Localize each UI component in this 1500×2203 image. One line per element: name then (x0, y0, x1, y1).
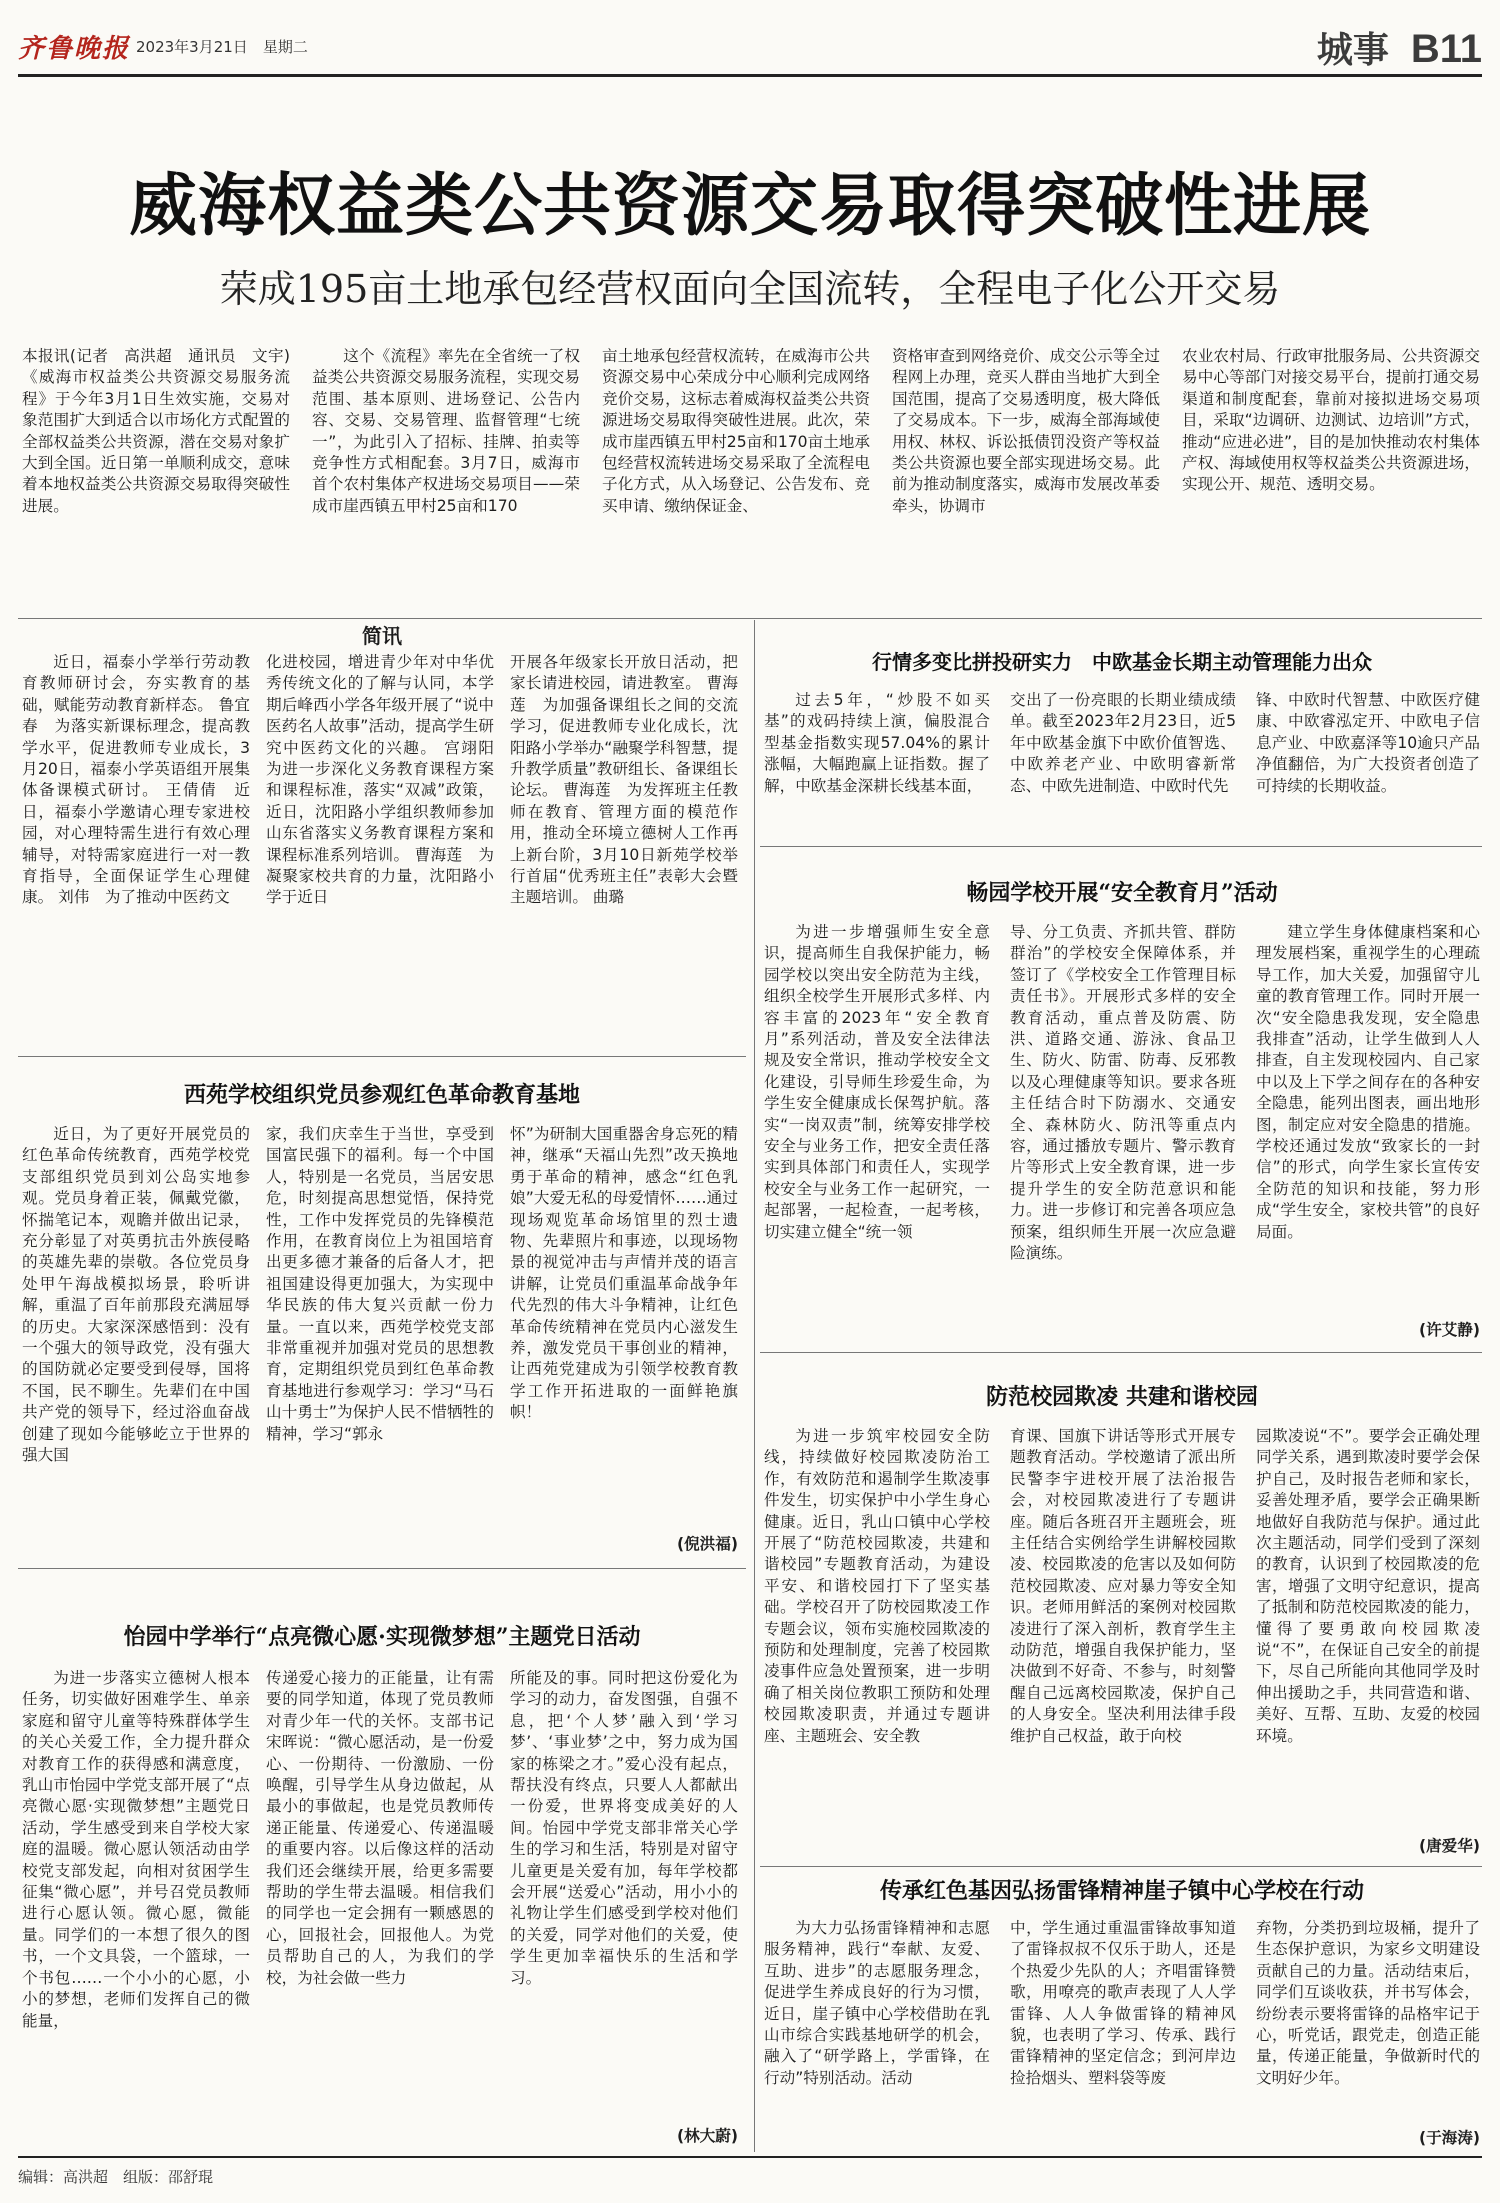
divider-changyuan (760, 1352, 1482, 1353)
briefs-col-2: 化进校园，增进青少年对中华优秀传统文化的了解与认同，本学期后峰西小学各年级开展了“说中医药名人故事”活动，提高学生研究中医药文化的兴趣。 宫翊阳 为进一步深化义务教育课程方案和课程标准，落实“双减”政策，近日，沈阳路小学组织教师参加山东省落实义务教育课程方案和课程标准系列培训。 曹海莲 为凝聚家校共育的力量，沈阳路小学于近日 (266, 653, 510, 907)
leifeng-col-2: 中，学生通过重温雷锋故事知道了雷锋叔叔不仅乐于助人，还是个热爱少先队的人；齐唱雷锋赞歌，用嘹亮的歌声表现了人人学雷锋、人人争做雷锋的精神风貌，也表明了学习、传承、践行雷锋精神的坚定信念；到河岸边捡拾烟头、塑料袋等废 (1010, 1919, 1236, 2087)
lead-col-3: 亩土地承包经营权流转，在威海市公共资源交易中心荣成分中心顺利完成网络竞价交易，这标志着威海权益类公共资源进场交易取得突破性进展。此次，荣成市崖西镇五甲村25亩和170亩土地承包经营权流转进场交易采取了全流程电子化方式，从入场登记、公告发布、竞买申请、缴纳保证金、 (602, 347, 870, 515)
xiyuan-title: 西苑学校组织党员参观红色革命教育基地 (183, 1082, 580, 1108)
fund-col-1: 过去5年，“炒股不如买基”的戏码持续上演，偏股混合型基金指数实现57.04%的累计涨幅，大幅跑赢上证指数。握了解，中欧基金深耕长线基本面， (764, 691, 990, 795)
yiyuan-col-2: 传递爱心接力的正能量，让有需要的同学知道，体现了党员教师对青少年一代的关怀。支部书记宋晖说：“微心愿活动，是一份爱心、一份期待、一份激励、一份唤醒，引导学生从身边做起，从最小的事做起，也是党员教师传递正能量、传递爱心、传递温暖的重要内容。以后像这样的活动我们还会继续开展，给更多需要帮助的学生带去温暖。相信我们的同学也一定会拥有一颗感恩的心，回报社会，回报他人。为党员帮助自己的人，为我们的学校，为社会做一些力 (266, 1669, 494, 1987)
changyuan-author: (许艾静) (1418, 1321, 1480, 1339)
fund-title: 行情多变比拼投研实力 中欧基金长期主动管理能力出众 (872, 650, 1372, 674)
divider-bully (760, 1866, 1482, 1867)
newspaper-logo: 齐鲁晚报 (18, 34, 131, 64)
briefs-col-3: 开展各年级家长开放日活动，把家长请进校园，请进教室。 曹海莲 为加强备课组长之间的交流学习，促进教师专业化成长，沈阳路小学举办“融聚学科智慧，提升教学质量”教研组长、备课组长论坛。 曹海莲 为发挥班主任教师在教育、管理方面的模范作用，推动全环境立德树人工作再上新台阶，3月10日新苑学校举行首届“优秀班主任”表彰大会暨主题培训。 曲璐 (510, 653, 738, 907)
top-rule (18, 74, 1482, 77)
leifeng-author: (于海涛) (1418, 2129, 1480, 2147)
lead-col-4: 资格审查到网络竞价、成交公示等全过程网上办理，竞买人群由当地扩大到全国范围，提高了交易透明度，极大降低了交易成本。下一步，威海全部海域使用权、林权、诉讼抵债罚没资产等权益类公共资源也要全部实现进场交易。此前为推动制度落实，威海市发展改革委牵头，协调市 (892, 347, 1160, 515)
fund-col-2: 交出了一份亮眼的长期业绩成绩单。截至2023年2月23日，近5年中欧基金旗下中欧价值智选、中欧养老产业、中欧明睿新常态、中欧先进制造、中欧时代先 (1010, 691, 1236, 795)
bully-author: (唐爱华) (1418, 1837, 1480, 1855)
briefs-col-1: 近日，福泰小学举行劳动教育教师研讨会，夯实教育的基础，赋能劳动教育新样态。 鲁宜春 为落实新课标理念，提高教学水平，促进教师专业成长，3月20日，福泰小学英语组开展集体备课模式研讨。 王倩倩 近日，福泰小学邀请心理专家进校园，对心理特需生进行有效心理辅导，对特需家庭进行一对一教育指导，全面保证学生心理健康。 刘伟 为了推动中医药文 (22, 653, 250, 907)
leifeng-title: 传承红色基因弘扬雷锋精神崖子镇中心学校在行动 (879, 1878, 1364, 1904)
divider-xiyuan (18, 1568, 746, 1569)
bully-col-3: 园欺凌说“不”。要学会正确处理同学关系，遇到欺凌时要学会保护自己，及时报告老师和家长，妥善处理矛盾，要学会正确果断地做好自我防范与保护。通过此次主题活动，同学们受到了深刻的教育，认识到了校园欺凌的危害，增强了文明守纪意识，提高了抵制和防范校园欺凌的能力，懂得了要勇敢向校园欺凌说“不”，在保证自己安全的前提下，尽自己所能向其他同学及时伸出援助之手，共同营造和谐、美好、互帮、互助、友爱的校园环境。 (1256, 1427, 1480, 1745)
fund-col-3: 锋、中欧时代智慧、中欧医疗健康、中欧睿泓定开、中欧电子信息产业、中欧嘉泽等10逾只产品净值翻倍，为广大投资者创造了可持续的长期收益。 (1256, 691, 1480, 795)
yiyuan-col-1: 为进一步落实立德树人根本任务，切实做好困难学生、单亲家庭和留守儿童等特殊群体学生的关心关爱工作，全力提升群众对教育工作的获得感和满意度，乳山市怡园中学党支部开展了“点亮微心愿·实现微梦想”主题党日活动，学生感受到来自学校大家庭的温暖。微心愿认领活动由学校党支部发起，向相对贫困学生征集“微心愿”，并号召党员教师进行心愿认领。微心愿，微能量。同学们的一本想了很久的图书，一个文具袋，一个篮球，一个书包……一个小小的心愿，小小的梦想，老师们发挥自己的微能量， (22, 1669, 250, 2030)
divider-briefs (18, 1056, 746, 1057)
bully-col-1: 为进一步筑牢校园安全防线，持续做好校园欺凌防治工作，有效防范和遏制学生欺凌事件发生，切实保护中小学生身心健康。近日，乳山口镇中心学校开展了“防范校园欺凌，共建和谐校园”专题教育活动，为建设平安、和谐校园打下了坚实基础。学校召开了防校园欺凌工作专题会议，领布实施校园欺凌的预防和处理制度，完善了校园欺凌事件应急处置预案，进一步明确了相关岗位教职工预防和处理校园欺凌职责，并通过专题讲座、主题班会、安全教 (764, 1427, 990, 1745)
yiyuan-col-3: 所能及的事。同时把这份爱化为学习的动力，奋发图强，自强不息，把‘个人梦’融入到‘学习梦’、‘事业梦’之中，努力成为国家的栋梁之才。”爱心没有起点，帮扶没有终点，只要人人都献出一份爱，世界将变成美好的人间。怡园中学党支部非常关心学生的学习和生活，特别是对留守儿童更是关爱有加，每年学校都会开展“送爱心”活动，用小小的礼物让学生们感受到学校对他们的关爱，同学对他们的关爱，使学生更加幸福快乐的生活和学习。 (510, 1669, 738, 1987)
bottom-rule (18, 2156, 1482, 2158)
leifeng-col-3: 弃物，分类扔到垃圾桶，提升了生态保护意识，为家乡文明建设贡献自己的力量。活动结束后，同学们互谈收获，并书写体会，纷纷表示要将雷锋的品格牢记于心，听党话，跟党走，创造正能量，传递正能量，争做新时代的文明好少年。 (1256, 1919, 1480, 2087)
xiyuan-col-1: 近日，为了更好开展党员的红色革命传统教育，西苑学校党支部组织党员到刘公岛实地参观。党员身着正装，佩戴党徽，怀揣笔记本，观瞻并做出记录，充分彰显了对英勇抗击外族侵略的英雄先辈的崇敬。各位党员身处甲午海战模拟场景，聆听讲解，重温了百年前那段充满屈辱的历史。大家深深感悟到：没有一个强大的领导政党，没有强大的国防就必定要受到侵辱，国将不国，民不聊生。先辈们在中国共产党的领导下，经过浴血奋战创建了现如今能够屹立于世界的强大国 (22, 1125, 250, 1465)
xiyuan-col-3: 怀”为研制大国重器舍身忘死的精神，继承“天福山先烈”改天换地勇于革命的精神，感念“红色乳娘”大爱无私的母爱情怀……通过现场观览革命场馆里的烈士遗物、先辈照片和事迹，以现场物景的视觉冲击与声情并茂的语言讲解，让党员们重温革命战争年代先烈的伟大斗争精神，让红色革命传统精神在党员内心滋发生养，激发党员干事创业的精神，让西苑党建成为引领学校教育教学工作开拓进取的一面鲜艳旗帜！ (510, 1125, 738, 1422)
bully-col-2: 育课、国旗下讲话等形式开展专题教育活动。学校邀请了派出所民警李宇进校开展了法治报告会，对校园欺凌进行了专题讲座。随后各班召开主题班会，班主任结合实例给学生讲解校园欺凌、校园欺凌的危害以及如何防范校园欺凌、应对暴力等安全知识。老师用鲜活的案例对校园欺凌进行了深入剖析，教育学生主动防范，增强自我保护能力，坚决做到不好奇、不参与，时刻警醒自己远离校园欺凌，保护自己的人身安全。坚决利用法律手段维护自己权益，敢于向校 (1010, 1427, 1236, 1745)
lead-subhead: 荣成195亩土地承包经营权面向全国流转，全程电子化公开交易 (219, 267, 1281, 311)
xiyuan-col-2: 家，我们庆幸生于当世，享受到国富民强下的福利。每一个中国人，特别是一名党员，当居安思危，时刻提高思想觉悟，保持党性，工作中发挥党员的先锋模范作用，在教育岗位上为祖国培育出更多德才兼备的后备人才，把祖国建设得更加强大，为实现中华民族的伟大复兴贡献一份力量。一直以来，西苑学校党支部非常重视并加强对党员的思想教育，定期组织党员到红色革命教育基地进行参观学习：学习“马石山十勇士”为保护人民不惜牺牲的精神，学习“郭永 (266, 1125, 494, 1443)
lead-col-1: 本报讯(记者 高洪超 通讯员 文宇)《威海市权益类公共资源交易服务流程》于今年3月1日生效实施，交易对象范围扩大到适合以市场化方式配置的全部权益类公共资源，潜在交易对象扩大到全国。近日第一单顺利成交，意味着本地权益类公共资源交易取得突破性进展。 (22, 347, 290, 515)
changyuan-col-3: 建立学生身体健康档案和心理发展档案，重视学生的心理疏导工作，加大关爱，加强留守儿童的教育管理工作。同时开展一次“安全隐患我发现，安全隐患我排查”活动，让学生做到人人排查，自主发现校园内、自己家中以及上下学之间存在的各种安全隐患，能列出图表，画出地形图，制定应对安全隐患的措施。学校还通过发放“致家长的一封信”的形式，向学生家长宣传安全防范的知识和技能，努力形成“学生安全，家校共管”的良好局面。 (1256, 923, 1480, 1241)
divider-fund (760, 846, 1482, 847)
section-marker (1317, 22, 1482, 73)
changyuan-title: 畅园学校开展“安全教育月”活动 (966, 880, 1278, 906)
lead-headline: 威海权益类公共资源交易取得突破性进展 (128, 166, 1371, 246)
yiyuan-title: 怡园中学举行“点亮微心愿·实现微梦想”主题党日活动 (123, 1624, 641, 1650)
lead-col-5: 农业农村局、行政审批服务局、公共资源交易中心等部门对接交易平台，提前打通交易渠道和制度配套，靠前对接拟进场交易项目，采取“边调研、边测试、边培训”方式，推动“应进必进”，目的是加快推动农村集体产权、海域使用权等权益类公共资源进场，实现公开、规范、透明交易。 (1182, 347, 1480, 494)
center-divider (754, 620, 755, 2152)
footer-credits: 编辑：高洪超 组版：邵舒琨 (18, 2168, 214, 2186)
changyuan-col-2: 导、分工负责、齐抓共管、群防群治”的学校安全保障体系，并签订了《学校安全工作管理目标责任书》。开展形式多样的安全教育活动，重点普及防震、防洪、道路交通、游泳、食品卫生、防火、防雷、防毒、反邪教以及心理健康等知识。要求各班主任结合时下防溺水、交通安全、森林防火、防汛等重点内容，通过播放专题片、警示教育片等形式上安全教育课，进一步提升学生的安全防范意识和能力。进一步修订和完善各项应急预案，组织师生开展一次应急避险演练。 (1010, 923, 1236, 1263)
page-number: B11 (1410, 27, 1482, 71)
bully-title: 防范校园欺凌 共建和谐校园 (986, 1384, 1258, 1410)
section-name: 城事 (1316, 29, 1389, 71)
masthead (18, 26, 1482, 71)
lead-col-2: 这个《流程》率先在全省统一了权益类公共资源交易服务流程，实现交易范围、基本原则、进场登记、公告内容、交易、交易管理、监督管理“七统一”，为此引入了招标、挂牌、拍卖等竞争性方式相配套。3月7日，威海市首个农村集体产权进场交易项目——荣成市崖西镇五甲村25亩和170 (312, 347, 580, 515)
issue-date: 2023年3月21日 星期二 (136, 38, 308, 56)
changyuan-col-1: 为进一步增强师生安全意识，提高师生自我保护能力，畅园学校以突出安全防范为主线，组织全校学生开展形式多样、内容丰富的2023年“安全教育月”系列活动，普及安全法律法规及安全常识，推动学校安全文化建设，引导师生珍爱生命，为学生安全健康成长保驾护航。落实“一岗双责”制，统筹安排学校安全与业务工作，把安全责任落实到具体部门和责任人，实现学校安全与业务工作一起研究，一起部署，一起检查，一起考核，切实建立健全“统一领 (764, 923, 990, 1241)
divider-lead (18, 618, 1482, 619)
briefs-title: 简讯 (362, 624, 402, 648)
yiyuan-author: (林大蔚) (676, 2127, 738, 2145)
xiyuan-author: (倪洪福) (676, 1535, 738, 1553)
leifeng-col-1: 为大力弘扬雷锋精神和志愿服务精神，践行“奉献、友爱、互助、进步”的志愿服务理念，促进学生养成良好的行为习惯，近日，崖子镇中心学校借助在乳山市综合实践基地研学的机会，融入了“研学路上，学雷锋，在行动”特别活动。活动 (764, 1919, 990, 2087)
